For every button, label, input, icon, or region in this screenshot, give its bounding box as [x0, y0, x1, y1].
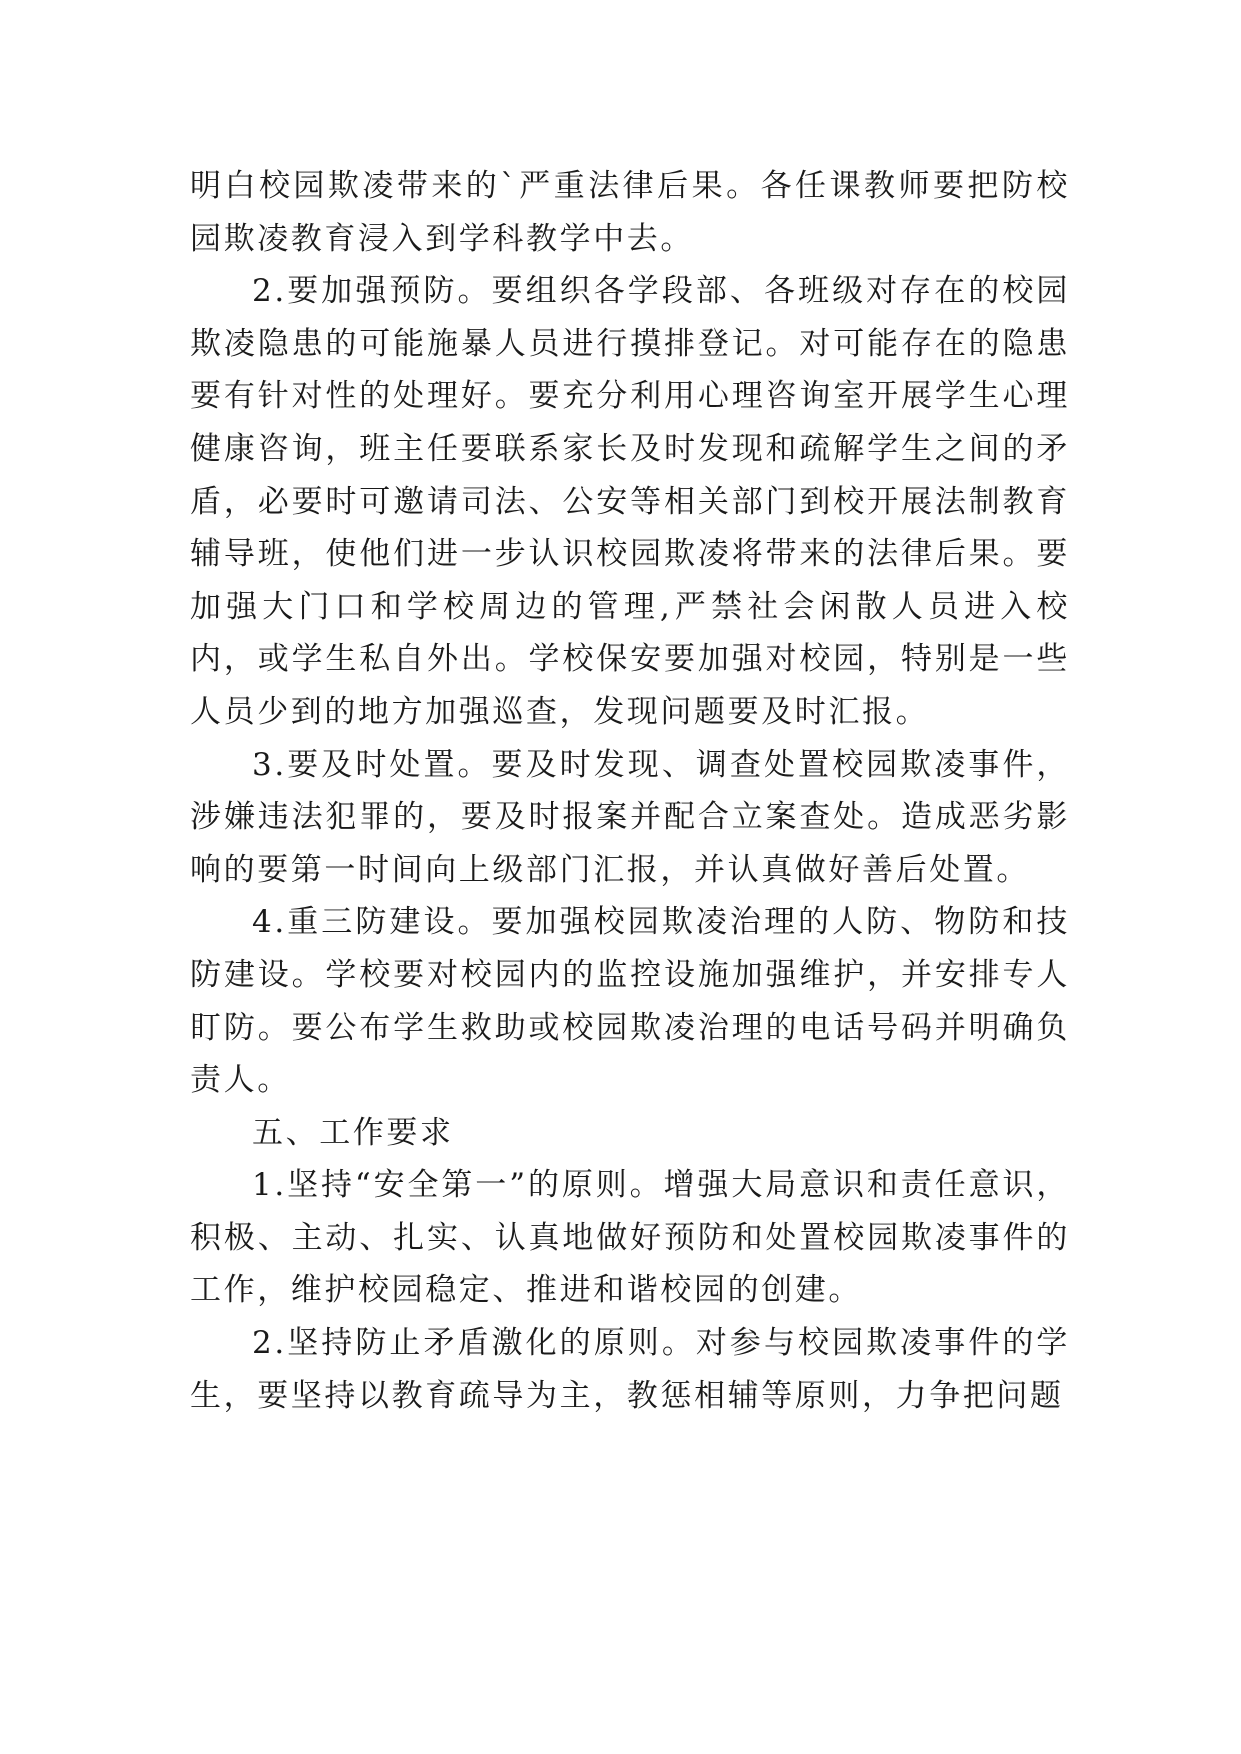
paragraph-handling: 3.要及时处置。要及时发现、调查处置校园欺凌事件，涉嫌违法犯罪的，要及时报案并配合立案查处。造成恶劣影响的要第一时间向上级部门汇报，并认真做好善后处置。 — [190, 746, 1070, 888]
paragraph-continuation: 明白校园欺凌带来的`严重法律后果。各任课教师要把防校园欺凌教育浸入到学科教学中去。 — [190, 168, 1070, 257]
paragraph-safety-first: 1.坚持“安全第一”的原则。增强大局意识和责任意识，积极、主动、扎实、认真地做好预防和处置校园欺凌事件的工作，维护校园稳定、推进和谐校园的创建。 — [190, 1167, 1070, 1309]
section-heading-work-requirements: 五、工作要求 — [252, 1114, 454, 1151]
paragraph-three-defense: 4.重三防建设。要加强校园欺凌治理的人防、物防和技防建设。学校要对校园内的监控设施加强维护，并安排专人盯防。要公布学生救助或校园欺凌治理的电话号码并明确负责人。 — [190, 904, 1070, 1099]
paragraph-prevent-escalation: 2.坚持防止矛盾激化的原则。对参与校园欺凌事件的学生，要坚持以教育疏导为主，教惩相辅等原则，力争把问题 — [190, 1325, 1070, 1414]
paragraph-prevention: 2.要加强预防。要组织各学段部、各班级对存在的校园欺凌隐患的可能施暴人员进行摸排登记。对可能存在的隐患要有针对性的处理好。要充分利用心理咨询室开展学生心理健康咨询，班主任要联系家长及时发现和疏解学生之间的矛盾，必要时可邀请司法、公安等相关部门到校开展法制教育辅导班，使他们进一步认识校园欺凌将带来的法律后果。要加强大门口和学校周边的管理,严禁社会闲散人员进入校内，或学生私自外出。学校保安要加强对校园，特别是一些人员少到的地方加强巡查，发现问题要及时汇报。 — [190, 273, 1070, 730]
document-body — [190, 160, 1070, 1422]
